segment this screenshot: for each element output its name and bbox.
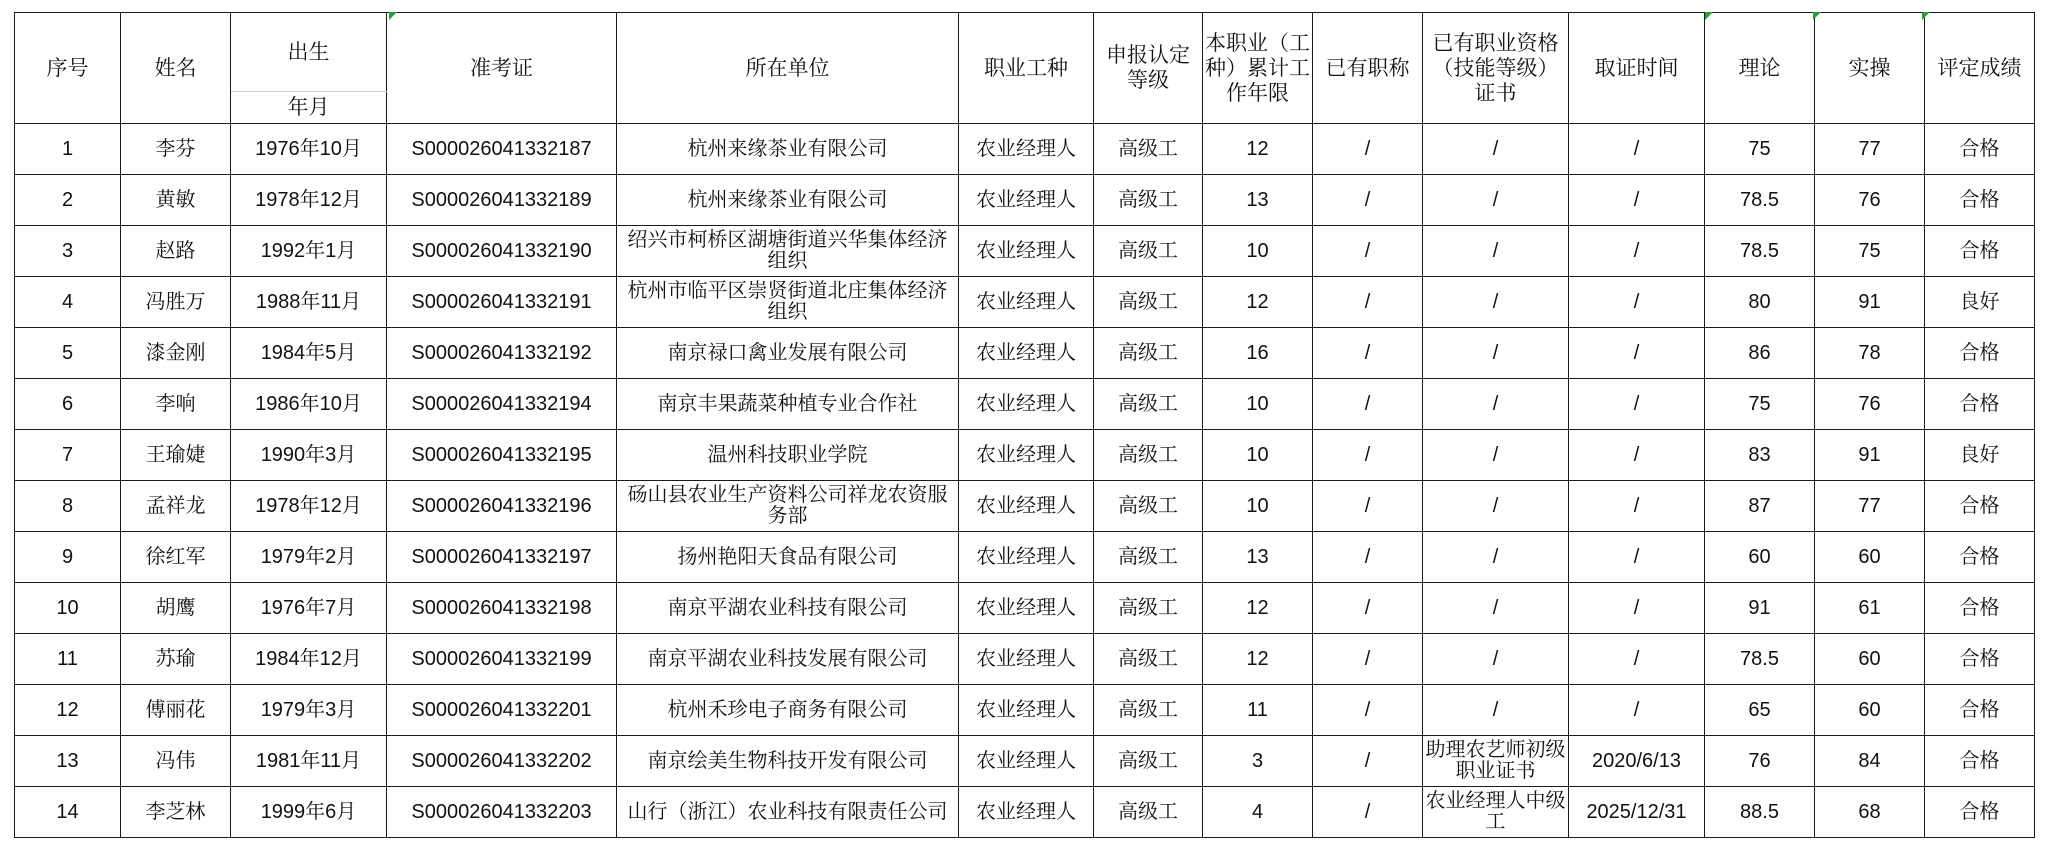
cell-result[interactable]: 合格 bbox=[1925, 583, 2035, 634]
cell-years[interactable]: 10 bbox=[1203, 379, 1313, 430]
cell-ticket[interactable]: S000026041332196 bbox=[387, 481, 617, 532]
cell-birth[interactable]: 1986年10月 bbox=[231, 379, 387, 430]
cell-title[interactable]: / bbox=[1313, 532, 1423, 583]
cell-result[interactable]: 良好 bbox=[1925, 430, 2035, 481]
table-row bbox=[15, 481, 2035, 532]
cell-job[interactable]: 农业经理人 bbox=[959, 175, 1094, 226]
cell-ticket[interactable]: S000026041332202 bbox=[387, 736, 617, 787]
cell-level[interactable]: 高级工 bbox=[1094, 685, 1203, 736]
cell-theory[interactable]: 78.5 bbox=[1705, 226, 1815, 277]
cell-unit[interactable]: 杭州来缘茶业有限公司 bbox=[617, 175, 959, 226]
cell-ticket[interactable]: S000026041332194 bbox=[387, 379, 617, 430]
cell-level[interactable]: 高级工 bbox=[1094, 583, 1203, 634]
table-row bbox=[15, 634, 2035, 685]
cell-result[interactable]: 合格 bbox=[1925, 481, 2035, 532]
cell-practice[interactable]: 60 bbox=[1815, 532, 1925, 583]
cell-cert-date[interactable]: / bbox=[1569, 328, 1705, 379]
cell-unit[interactable]: 扬州艳阳天食品有限公司 bbox=[617, 532, 959, 583]
cell-cert-date[interactable]: 2020/6/13 bbox=[1569, 736, 1705, 787]
cell-theory[interactable]: 87 bbox=[1705, 481, 1815, 532]
cell-seq[interactable]: 1 bbox=[15, 124, 121, 175]
comment-marker-icon bbox=[389, 12, 397, 20]
cell-title[interactable]: / bbox=[1313, 277, 1423, 328]
cell-name[interactable]: 黄敏 bbox=[121, 175, 231, 226]
cell-cert[interactable]: / bbox=[1423, 634, 1569, 685]
cell-result[interactable]: 合格 bbox=[1925, 379, 2035, 430]
cell-ticket[interactable]: S000026041332197 bbox=[387, 532, 617, 583]
spreadsheet bbox=[14, 12, 2035, 838]
cell-unit[interactable]: 杭州来缘茶业有限公司 bbox=[617, 124, 959, 175]
cell-practice[interactable]: 60 bbox=[1815, 685, 1925, 736]
cell-level[interactable]: 高级工 bbox=[1094, 277, 1203, 328]
cell-title[interactable]: / bbox=[1313, 583, 1423, 634]
cell-title[interactable]: / bbox=[1313, 481, 1423, 532]
cell-level[interactable]: 高级工 bbox=[1094, 532, 1203, 583]
cell-cert-date[interactable]: / bbox=[1569, 175, 1705, 226]
cell-result[interactable]: 良好 bbox=[1925, 277, 2035, 328]
cell-title[interactable]: / bbox=[1313, 328, 1423, 379]
cell-birth[interactable]: 1981年11月 bbox=[231, 736, 387, 787]
cell-practice[interactable]: 61 bbox=[1815, 583, 1925, 634]
cell-level[interactable]: 高级工 bbox=[1094, 175, 1203, 226]
cell-theory[interactable]: 78.5 bbox=[1705, 634, 1815, 685]
cell-birth[interactable]: 1990年3月 bbox=[231, 430, 387, 481]
cell-birth[interactable]: 1978年12月 bbox=[231, 481, 387, 532]
cell-name[interactable]: 傅丽花 bbox=[121, 685, 231, 736]
cell-name[interactable]: 冯伟 bbox=[121, 736, 231, 787]
cell-cert-date[interactable]: / bbox=[1569, 430, 1705, 481]
table-row bbox=[15, 175, 2035, 226]
cell-ticket[interactable]: S000026041332199 bbox=[387, 634, 617, 685]
cell-practice[interactable]: 91 bbox=[1815, 430, 1925, 481]
cell-seq[interactable]: 10 bbox=[15, 583, 121, 634]
header-result[interactable]: 评定成绩 bbox=[1925, 13, 2035, 124]
cell-cert[interactable]: / bbox=[1423, 277, 1569, 328]
cell-unit[interactable]: 南京禄口禽业发展有限公司 bbox=[617, 328, 959, 379]
cell-theory[interactable]: 88.5 bbox=[1705, 787, 1815, 838]
cell-unit[interactable]: 砀山县农业生产资料公司祥龙农资服务部 bbox=[617, 481, 959, 532]
cell-birth[interactable]: 1984年12月 bbox=[231, 634, 387, 685]
cell-years[interactable]: 16 bbox=[1203, 328, 1313, 379]
cell-result[interactable]: 合格 bbox=[1925, 736, 2035, 787]
cell-name[interactable]: 胡鹰 bbox=[121, 583, 231, 634]
cell-level[interactable]: 高级工 bbox=[1094, 226, 1203, 277]
cell-birth[interactable]: 1979年2月 bbox=[231, 532, 387, 583]
cell-seq[interactable]: 3 bbox=[15, 226, 121, 277]
cell-name[interactable]: 苏瑜 bbox=[121, 634, 231, 685]
cell-practice[interactable]: 75 bbox=[1815, 226, 1925, 277]
table-row bbox=[15, 787, 2035, 838]
cell-years[interactable]: 12 bbox=[1203, 124, 1313, 175]
cell-cert[interactable]: / bbox=[1423, 124, 1569, 175]
cell-cert[interactable]: / bbox=[1423, 430, 1569, 481]
cell-job[interactable]: 农业经理人 bbox=[959, 226, 1094, 277]
header-birth[interactable]: 出生 bbox=[231, 13, 387, 92]
table-row bbox=[15, 685, 2035, 736]
cell-result[interactable]: 合格 bbox=[1925, 226, 2035, 277]
cell-theory[interactable]: 86 bbox=[1705, 328, 1815, 379]
cell-practice[interactable]: 84 bbox=[1815, 736, 1925, 787]
cell-birth[interactable]: 1984年5月 bbox=[231, 328, 387, 379]
cell-job[interactable]: 农业经理人 bbox=[959, 583, 1094, 634]
cell-result[interactable]: 合格 bbox=[1925, 634, 2035, 685]
cell-practice[interactable]: 77 bbox=[1815, 481, 1925, 532]
header-years[interactable]: 本职业（工种）累计工作年限 bbox=[1203, 13, 1313, 124]
cell-years[interactable]: 11 bbox=[1203, 685, 1313, 736]
cell-theory[interactable]: 75 bbox=[1705, 124, 1815, 175]
cell-years[interactable]: 12 bbox=[1203, 277, 1313, 328]
header-unit[interactable]: 所在单位 bbox=[617, 13, 959, 124]
cell-cert[interactable]: / bbox=[1423, 226, 1569, 277]
header-title[interactable]: 已有职称 bbox=[1313, 13, 1423, 124]
cell-practice[interactable]: 91 bbox=[1815, 277, 1925, 328]
comment-marker-icon bbox=[1705, 12, 1713, 20]
cell-practice[interactable]: 76 bbox=[1815, 175, 1925, 226]
cell-cert[interactable]: 助理农艺师初级职业证书 bbox=[1423, 736, 1569, 787]
cell-unit[interactable]: 南京平湖农业科技有限公司 bbox=[617, 583, 959, 634]
cell-cert[interactable]: / bbox=[1423, 481, 1569, 532]
cell-theory[interactable]: 60 bbox=[1705, 532, 1815, 583]
cell-theory[interactable]: 78.5 bbox=[1705, 175, 1815, 226]
cell-job[interactable]: 农业经理人 bbox=[959, 787, 1094, 838]
cell-seq[interactable]: 2 bbox=[15, 175, 121, 226]
cell-job[interactable]: 农业经理人 bbox=[959, 328, 1094, 379]
cell-cert[interactable]: / bbox=[1423, 328, 1569, 379]
cell-birth[interactable]: 1999年6月 bbox=[231, 787, 387, 838]
cell-name[interactable]: 李芝林 bbox=[121, 787, 231, 838]
cell-job[interactable]: 农业经理人 bbox=[959, 532, 1094, 583]
cell-result[interactable]: 合格 bbox=[1925, 124, 2035, 175]
cell-years[interactable]: 13 bbox=[1203, 175, 1313, 226]
header-practice[interactable]: 实操 bbox=[1815, 13, 1925, 124]
table-row bbox=[15, 583, 2035, 634]
table-row bbox=[15, 124, 2035, 175]
cell-level[interactable]: 高级工 bbox=[1094, 328, 1203, 379]
cell-cert-date[interactable]: / bbox=[1569, 583, 1705, 634]
cell-cert-date[interactable]: 2025/12/31 bbox=[1569, 787, 1705, 838]
cell-seq[interactable]: 6 bbox=[15, 379, 121, 430]
cell-ticket[interactable]: S000026041332187 bbox=[387, 124, 617, 175]
table-row bbox=[15, 328, 2035, 379]
cell-seq[interactable]: 4 bbox=[15, 277, 121, 328]
cell-practice[interactable]: 78 bbox=[1815, 328, 1925, 379]
cell-job[interactable]: 农业经理人 bbox=[959, 124, 1094, 175]
cell-cert-date[interactable]: / bbox=[1569, 532, 1705, 583]
cell-birth[interactable]: 1988年11月 bbox=[231, 277, 387, 328]
table-body bbox=[15, 124, 2035, 838]
cell-job[interactable]: 农业经理人 bbox=[959, 481, 1094, 532]
cell-level[interactable]: 高级工 bbox=[1094, 379, 1203, 430]
cell-title[interactable]: / bbox=[1313, 379, 1423, 430]
cell-ticket[interactable]: S000026041332195 bbox=[387, 430, 617, 481]
cell-title[interactable]: / bbox=[1313, 736, 1423, 787]
cell-result[interactable]: 合格 bbox=[1925, 532, 2035, 583]
cell-result[interactable]: 合格 bbox=[1925, 685, 2035, 736]
cell-years[interactable]: 12 bbox=[1203, 634, 1313, 685]
cell-unit[interactable]: 南京平湖农业科技发展有限公司 bbox=[617, 634, 959, 685]
table-row bbox=[15, 430, 2035, 481]
cell-level[interactable]: 高级工 bbox=[1094, 124, 1203, 175]
cell-unit[interactable]: 绍兴市柯桥区湖塘街道兴华集体经济组织 bbox=[617, 226, 959, 277]
cell-result[interactable]: 合格 bbox=[1925, 175, 2035, 226]
cell-practice[interactable]: 60 bbox=[1815, 634, 1925, 685]
cell-level[interactable]: 高级工 bbox=[1094, 736, 1203, 787]
cell-seq[interactable]: 9 bbox=[15, 532, 121, 583]
cell-years[interactable]: 10 bbox=[1203, 430, 1313, 481]
cell-level[interactable]: 高级工 bbox=[1094, 634, 1203, 685]
cell-cert-date[interactable]: / bbox=[1569, 481, 1705, 532]
cell-years[interactable]: 10 bbox=[1203, 481, 1313, 532]
cell-cert-date[interactable]: / bbox=[1569, 379, 1705, 430]
cell-cert[interactable]: / bbox=[1423, 532, 1569, 583]
cell-years[interactable]: 12 bbox=[1203, 583, 1313, 634]
header-job[interactable]: 职业工种 bbox=[959, 13, 1094, 124]
cell-ticket[interactable]: S000026041332201 bbox=[387, 685, 617, 736]
table-row bbox=[15, 532, 2035, 583]
header-level[interactable]: 申报认定等级 bbox=[1094, 13, 1203, 124]
cell-unit[interactable]: 杭州禾珍电子商务有限公司 bbox=[617, 685, 959, 736]
cell-ticket[interactable]: S000026041332189 bbox=[387, 175, 617, 226]
cell-cert-date[interactable]: / bbox=[1569, 226, 1705, 277]
cell-theory[interactable]: 91 bbox=[1705, 583, 1815, 634]
cell-birth[interactable]: 1979年3月 bbox=[231, 685, 387, 736]
header-birth-sub[interactable]: 年月 bbox=[231, 92, 387, 124]
cell-ticket[interactable]: S000026041332198 bbox=[387, 583, 617, 634]
cell-cert-date[interactable]: / bbox=[1569, 634, 1705, 685]
cell-theory[interactable]: 80 bbox=[1705, 277, 1815, 328]
cell-years[interactable]: 3 bbox=[1203, 736, 1313, 787]
table-row bbox=[15, 277, 2035, 328]
comment-marker-icon bbox=[1813, 12, 1821, 20]
cell-ticket[interactable]: S000026041332203 bbox=[387, 787, 617, 838]
header-cert-date[interactable]: 取证时间 bbox=[1569, 13, 1705, 124]
cell-seq[interactable]: 11 bbox=[15, 634, 121, 685]
cell-name[interactable]: 赵路 bbox=[121, 226, 231, 277]
cell-birth[interactable]: 1976年7月 bbox=[231, 583, 387, 634]
cell-ticket[interactable]: S000026041332191 bbox=[387, 277, 617, 328]
cell-unit[interactable]: 杭州市临平区崇贤街道北庄集体经济组织 bbox=[617, 277, 959, 328]
cell-seq[interactable]: 14 bbox=[15, 787, 121, 838]
cell-theory[interactable]: 65 bbox=[1705, 685, 1815, 736]
cell-birth[interactable]: 1978年12月 bbox=[231, 175, 387, 226]
cell-cert[interactable]: / bbox=[1423, 685, 1569, 736]
cell-birth[interactable]: 1992年1月 bbox=[231, 226, 387, 277]
cell-job[interactable]: 农业经理人 bbox=[959, 736, 1094, 787]
cell-title[interactable]: / bbox=[1313, 226, 1423, 277]
cell-birth[interactable]: 1976年10月 bbox=[231, 124, 387, 175]
cell-job[interactable]: 农业经理人 bbox=[959, 634, 1094, 685]
cell-seq[interactable]: 12 bbox=[15, 685, 121, 736]
cell-practice[interactable]: 68 bbox=[1815, 787, 1925, 838]
cell-cert[interactable]: / bbox=[1423, 379, 1569, 430]
cell-name[interactable]: 徐红军 bbox=[121, 532, 231, 583]
table-header bbox=[15, 13, 2035, 124]
cell-seq[interactable]: 8 bbox=[15, 481, 121, 532]
cell-theory[interactable]: 75 bbox=[1705, 379, 1815, 430]
cell-level[interactable]: 高级工 bbox=[1094, 430, 1203, 481]
cell-result[interactable]: 合格 bbox=[1925, 328, 2035, 379]
header-name[interactable]: 姓名 bbox=[121, 13, 231, 124]
cell-cert[interactable]: / bbox=[1423, 175, 1569, 226]
cell-practice[interactable]: 76 bbox=[1815, 379, 1925, 430]
cell-unit[interactable]: 南京丰果蔬菜种植专业合作社 bbox=[617, 379, 959, 430]
cell-cert-date[interactable]: / bbox=[1569, 685, 1705, 736]
cell-years[interactable]: 10 bbox=[1203, 226, 1313, 277]
cell-job[interactable]: 农业经理人 bbox=[959, 379, 1094, 430]
cell-name[interactable]: 李响 bbox=[121, 379, 231, 430]
table-row bbox=[15, 736, 2035, 787]
cell-title[interactable]: / bbox=[1313, 175, 1423, 226]
cell-title[interactable]: / bbox=[1313, 634, 1423, 685]
cell-job[interactable]: 农业经理人 bbox=[959, 277, 1094, 328]
cell-years[interactable]: 13 bbox=[1203, 532, 1313, 583]
cell-result[interactable]: 合格 bbox=[1925, 787, 2035, 838]
cell-name[interactable]: 漆金刚 bbox=[121, 328, 231, 379]
cell-name[interactable]: 孟祥龙 bbox=[121, 481, 231, 532]
cell-unit[interactable]: 山行（浙江）农业科技有限责任公司 bbox=[617, 787, 959, 838]
cell-level[interactable]: 高级工 bbox=[1094, 787, 1203, 838]
cell-name[interactable]: 冯胜万 bbox=[121, 277, 231, 328]
cell-cert-date[interactable]: / bbox=[1569, 277, 1705, 328]
cell-cert[interactable]: / bbox=[1423, 583, 1569, 634]
results-table bbox=[14, 12, 2035, 838]
cell-years[interactable]: 4 bbox=[1203, 787, 1313, 838]
table-row bbox=[15, 379, 2035, 430]
cell-theory[interactable]: 83 bbox=[1705, 430, 1815, 481]
cell-seq[interactable]: 7 bbox=[15, 430, 121, 481]
comment-marker-icon bbox=[1922, 12, 1930, 20]
cell-seq[interactable]: 13 bbox=[15, 736, 121, 787]
cell-title[interactable]: / bbox=[1313, 685, 1423, 736]
header-ticket[interactable]: 准考证 bbox=[387, 13, 617, 124]
cell-level[interactable]: 高级工 bbox=[1094, 481, 1203, 532]
cell-theory[interactable]: 76 bbox=[1705, 736, 1815, 787]
cell-job[interactable]: 农业经理人 bbox=[959, 430, 1094, 481]
cell-practice[interactable]: 77 bbox=[1815, 124, 1925, 175]
cell-name[interactable]: 王瑜婕 bbox=[121, 430, 231, 481]
table-row bbox=[15, 226, 2035, 277]
header-cert[interactable]: 已有职业资格（技能等级）证书 bbox=[1423, 13, 1569, 124]
cell-title[interactable]: / bbox=[1313, 124, 1423, 175]
cell-unit[interactable]: 温州科技职业学院 bbox=[617, 430, 959, 481]
cell-unit[interactable]: 南京绘美生物科技开发有限公司 bbox=[617, 736, 959, 787]
cell-job[interactable]: 农业经理人 bbox=[959, 685, 1094, 736]
header-theory[interactable]: 理论 bbox=[1705, 13, 1815, 124]
cell-title[interactable]: / bbox=[1313, 787, 1423, 838]
cell-name[interactable]: 李芬 bbox=[121, 124, 231, 175]
header-seq[interactable]: 序号 bbox=[15, 13, 121, 124]
cell-title[interactable]: / bbox=[1313, 430, 1423, 481]
cell-cert[interactable]: 农业经理人中级工 bbox=[1423, 787, 1569, 838]
cell-ticket[interactable]: S000026041332190 bbox=[387, 226, 617, 277]
cell-cert-date[interactable]: / bbox=[1569, 124, 1705, 175]
cell-ticket[interactable]: S000026041332192 bbox=[387, 328, 617, 379]
cell-seq[interactable]: 5 bbox=[15, 328, 121, 379]
